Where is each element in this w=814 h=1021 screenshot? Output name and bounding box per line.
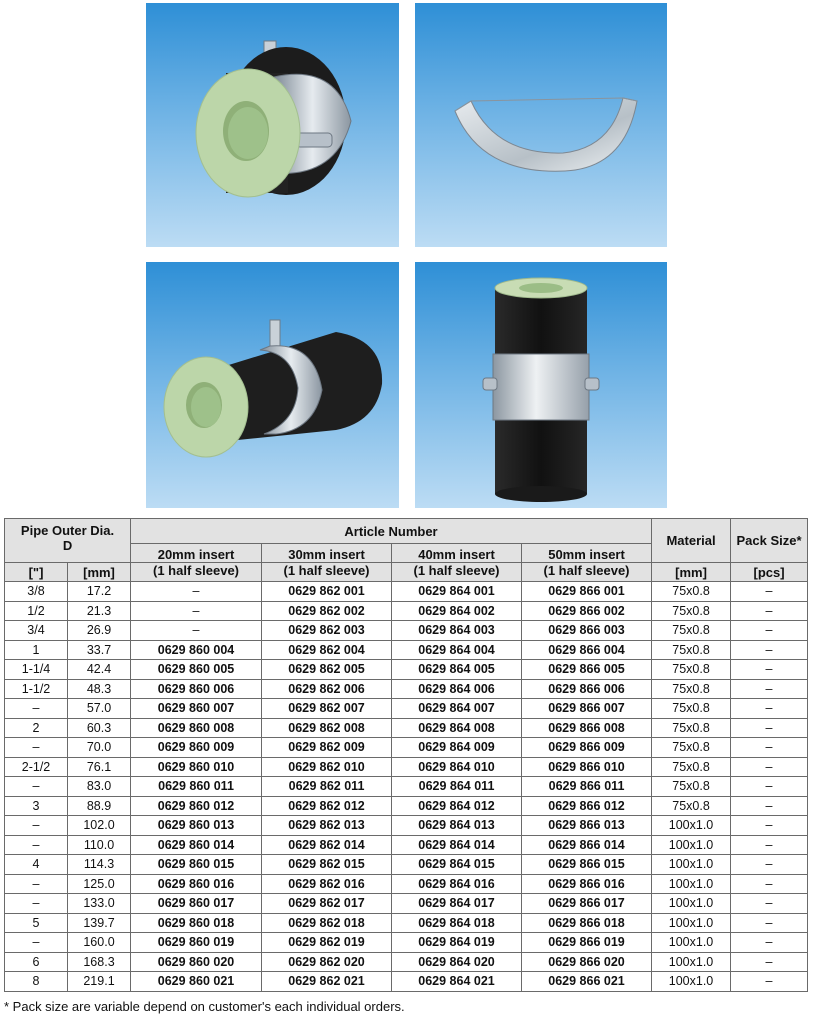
article-40mm-cell: 0629 864 020 [392, 952, 522, 972]
table-row [5, 933, 808, 953]
inch-cell: 5 [5, 913, 68, 933]
inch-cell: 1/2 [5, 601, 68, 621]
article-20mm-cell: – [131, 601, 262, 621]
inch-cell: – [5, 699, 68, 719]
article-20mm-cell: 0629 860 017 [131, 894, 262, 914]
article-20mm-cell: 0629 860 020 [131, 952, 262, 972]
pack-size-cell: – [731, 796, 808, 816]
article-50mm-cell: 0629 866 003 [522, 621, 652, 641]
mm-cell: 125.0 [68, 874, 131, 894]
mm-cell: 26.9 [68, 621, 131, 641]
article-50mm-cell: 0629 866 002 [522, 601, 652, 621]
article-50mm-cell: 0629 866 014 [522, 835, 652, 855]
article-50mm-cell: 0629 866 001 [522, 582, 652, 602]
article-30mm-cell: 0629 862 010 [262, 757, 392, 777]
pack-size-cell: – [731, 835, 808, 855]
table-row [5, 640, 808, 660]
article-20mm-cell: – [131, 582, 262, 602]
material-cell: 100x1.0 [652, 816, 731, 836]
mm-cell: 48.3 [68, 679, 131, 699]
article-20mm-cell: 0629 860 015 [131, 855, 262, 875]
article-30mm-cell: 0629 862 002 [262, 601, 392, 621]
pack-size-cell: – [731, 757, 808, 777]
specification-table [4, 518, 808, 992]
inch-cell: – [5, 738, 68, 758]
article-30mm-cell: 0629 862 019 [262, 933, 392, 953]
product-image-vertical-pipe [415, 262, 667, 508]
mm-cell: 42.4 [68, 660, 131, 680]
insert-30-header-line1: 30mm insert [262, 544, 392, 563]
material-cell: 100x1.0 [652, 913, 731, 933]
table-row [5, 679, 808, 699]
article-50mm-cell: 0629 866 004 [522, 640, 652, 660]
table-row [5, 816, 808, 836]
article-50mm-cell: 0629 866 007 [522, 699, 652, 719]
mm-cell: 168.3 [68, 952, 131, 972]
unit-inch-header: ["] [5, 563, 68, 582]
pack-size-cell: – [731, 621, 808, 641]
insert-30-header-line2: (1 half sleeve) [262, 563, 392, 582]
mm-cell: 102.0 [68, 816, 131, 836]
article-30mm-cell: 0629 862 009 [262, 738, 392, 758]
insert-40-header-line2: (1 half sleeve) [392, 563, 522, 582]
mm-cell: 219.1 [68, 972, 131, 992]
material-cell: 75x0.8 [652, 679, 731, 699]
article-30mm-cell: 0629 862 018 [262, 913, 392, 933]
inch-cell: 6 [5, 952, 68, 972]
insert-50-header-line2: (1 half sleeve) [522, 563, 652, 582]
inch-cell: 2 [5, 718, 68, 738]
article-30mm-cell: 0629 862 021 [262, 972, 392, 992]
article-20mm-cell: 0629 860 010 [131, 757, 262, 777]
pack-size-cell: – [731, 679, 808, 699]
inch-cell: 1-1/4 [5, 660, 68, 680]
article-30mm-cell: 0629 862 012 [262, 796, 392, 816]
vertical-pipe-illustration [415, 262, 667, 508]
pack-size-cell: – [731, 952, 808, 972]
article-40mm-cell: 0629 864 008 [392, 718, 522, 738]
insert-20-header-line2: (1 half sleeve) [131, 563, 262, 582]
pack-size-header: Pack Size* [731, 519, 808, 563]
table-row [5, 699, 808, 719]
article-40mm-cell: 0629 864 001 [392, 582, 522, 602]
article-40mm-cell: 0629 864 011 [392, 777, 522, 797]
horizontal-pipe-illustration [146, 262, 399, 508]
mm-cell: 114.3 [68, 855, 131, 875]
pack-size-cell: – [731, 972, 808, 992]
article-40mm-cell: 0629 864 002 [392, 601, 522, 621]
table-row [5, 621, 808, 641]
article-40mm-cell: 0629 864 010 [392, 757, 522, 777]
article-50mm-cell: 0629 866 016 [522, 874, 652, 894]
pack-size-cell: – [731, 660, 808, 680]
article-40mm-cell: 0629 864 013 [392, 816, 522, 836]
pack-size-cell: – [731, 718, 808, 738]
article-20mm-cell: 0629 860 009 [131, 738, 262, 758]
material-cell: 75x0.8 [652, 621, 731, 641]
article-50mm-cell: 0629 866 015 [522, 855, 652, 875]
pack-size-cell: – [731, 777, 808, 797]
article-40mm-cell: 0629 864 021 [392, 972, 522, 992]
article-50mm-cell: 0629 866 011 [522, 777, 652, 797]
article-30mm-cell: 0629 862 017 [262, 894, 392, 914]
article-40mm-cell: 0629 864 005 [392, 660, 522, 680]
article-40mm-cell: 0629 864 006 [392, 679, 522, 699]
pack-size-cell: – [731, 816, 808, 836]
article-30mm-cell: 0629 862 011 [262, 777, 392, 797]
pack-size-cell: – [731, 855, 808, 875]
table-row [5, 855, 808, 875]
table-row [5, 738, 808, 758]
article-40mm-cell: 0629 864 007 [392, 699, 522, 719]
inch-cell: 1 [5, 640, 68, 660]
article-30mm-cell: 0629 862 001 [262, 582, 392, 602]
article-40mm-cell: 0629 864 015 [392, 855, 522, 875]
product-image-horizontal-pipe [146, 262, 399, 508]
table-row [5, 835, 808, 855]
article-30mm-cell: 0629 862 008 [262, 718, 392, 738]
table-row [5, 718, 808, 738]
material-cell: 75x0.8 [652, 718, 731, 738]
mm-cell: 160.0 [68, 933, 131, 953]
table-row [5, 601, 808, 621]
article-50mm-cell: 0629 866 021 [522, 972, 652, 992]
inch-cell: 8 [5, 972, 68, 992]
table-row [5, 972, 808, 992]
mm-cell: 33.7 [68, 640, 131, 660]
inch-cell: 2-1/2 [5, 757, 68, 777]
inch-cell: 4 [5, 855, 68, 875]
inch-cell: – [5, 933, 68, 953]
inch-cell: 3 [5, 796, 68, 816]
article-50mm-cell: 0629 866 010 [522, 757, 652, 777]
article-50mm-cell: 0629 866 019 [522, 933, 652, 953]
article-30mm-cell: 0629 862 003 [262, 621, 392, 641]
insert-20-header-line1: 20mm insert [131, 544, 262, 563]
article-30mm-cell: 0629 862 004 [262, 640, 392, 660]
mm-cell: 57.0 [68, 699, 131, 719]
article-30mm-cell: 0629 862 015 [262, 855, 392, 875]
material-cell: 100x1.0 [652, 874, 731, 894]
material-cell: 100x1.0 [652, 894, 731, 914]
pipe-outer-dia-label: Pipe Outer Dia. [20, 523, 115, 538]
mm-cell: 83.0 [68, 777, 131, 797]
article-20mm-cell: 0629 860 006 [131, 679, 262, 699]
material-cell: 100x1.0 [652, 952, 731, 972]
material-cell: 100x1.0 [652, 835, 731, 855]
pack-size-cell: – [731, 738, 808, 758]
article-50mm-cell: 0629 866 018 [522, 913, 652, 933]
pack-size-cell: – [731, 913, 808, 933]
inch-cell: – [5, 874, 68, 894]
article-40mm-cell: 0629 864 017 [392, 894, 522, 914]
article-30mm-cell: 0629 862 014 [262, 835, 392, 855]
article-20mm-cell: – [131, 621, 262, 641]
material-cell: 75x0.8 [652, 640, 731, 660]
pack-size-cell: – [731, 601, 808, 621]
article-30mm-cell: 0629 862 006 [262, 679, 392, 699]
inch-cell: 3/8 [5, 582, 68, 602]
unit-pack-header: [pcs] [731, 563, 808, 582]
article-20mm-cell: 0629 860 008 [131, 718, 262, 738]
article-20mm-cell: 0629 860 011 [131, 777, 262, 797]
table-row [5, 874, 808, 894]
material-cell: 100x1.0 [652, 933, 731, 953]
pack-size-cell: – [731, 874, 808, 894]
mm-cell: 21.3 [68, 601, 131, 621]
article-50mm-cell: 0629 866 017 [522, 894, 652, 914]
pack-size-cell: – [731, 933, 808, 953]
article-number-header: Article Number [131, 519, 652, 544]
unit-mm-header: [mm] [68, 563, 131, 582]
material-cell: 75x0.8 [652, 757, 731, 777]
article-20mm-cell: 0629 860 004 [131, 640, 262, 660]
table-row [5, 952, 808, 972]
inch-cell: – [5, 816, 68, 836]
pack-size-footnote: * Pack size are variable depend on customer's each individual orders. [4, 999, 405, 1014]
material-cell: 100x1.0 [652, 972, 731, 992]
table-row [5, 582, 808, 602]
article-30mm-cell: 0629 862 007 [262, 699, 392, 719]
article-50mm-cell: 0629 866 005 [522, 660, 652, 680]
article-50mm-cell: 0629 866 009 [522, 738, 652, 758]
product-image-clamp-with-insert [146, 3, 399, 247]
article-20mm-cell: 0629 860 021 [131, 972, 262, 992]
mm-cell: 70.0 [68, 738, 131, 758]
article-20mm-cell: 0629 860 018 [131, 913, 262, 933]
article-50mm-cell: 0629 866 020 [522, 952, 652, 972]
pack-size-cell: – [731, 640, 808, 660]
table-row [5, 777, 808, 797]
material-header: Material [652, 519, 731, 563]
mm-cell: 88.9 [68, 796, 131, 816]
article-40mm-cell: 0629 864 009 [392, 738, 522, 758]
mm-cell: 60.3 [68, 718, 131, 738]
material-cell: 75x0.8 [652, 777, 731, 797]
article-50mm-cell: 0629 866 008 [522, 718, 652, 738]
mm-cell: 110.0 [68, 835, 131, 855]
inch-cell: – [5, 835, 68, 855]
insert-40-header-line1: 40mm insert [392, 544, 522, 563]
mm-cell: 76.1 [68, 757, 131, 777]
material-cell: 75x0.8 [652, 582, 731, 602]
insert-50-header-line1: 50mm insert [522, 544, 652, 563]
material-cell: 75x0.8 [652, 796, 731, 816]
article-40mm-cell: 0629 864 018 [392, 913, 522, 933]
half-sleeve-illustration [415, 3, 667, 247]
mm-cell: 139.7 [68, 913, 131, 933]
inch-cell: – [5, 777, 68, 797]
article-40mm-cell: 0629 864 012 [392, 796, 522, 816]
material-cell: 75x0.8 [652, 738, 731, 758]
article-20mm-cell: 0629 860 007 [131, 699, 262, 719]
inch-cell: 1-1/2 [5, 679, 68, 699]
material-cell: 75x0.8 [652, 601, 731, 621]
material-cell: 75x0.8 [652, 699, 731, 719]
table-row [5, 660, 808, 680]
material-cell: 100x1.0 [652, 855, 731, 875]
article-50mm-cell: 0629 866 013 [522, 816, 652, 836]
article-30mm-cell: 0629 862 016 [262, 874, 392, 894]
product-image-half-sleeve [415, 3, 667, 247]
article-40mm-cell: 0629 864 014 [392, 835, 522, 855]
pipe-outer-dia-header [5, 519, 131, 563]
mm-cell: 17.2 [68, 582, 131, 602]
article-40mm-cell: 0629 864 003 [392, 621, 522, 641]
table-row [5, 796, 808, 816]
material-cell: 75x0.8 [652, 660, 731, 680]
specification-table-body [5, 582, 808, 992]
article-20mm-cell: 0629 860 019 [131, 933, 262, 953]
inch-cell: 3/4 [5, 621, 68, 641]
article-40mm-cell: 0629 864 016 [392, 874, 522, 894]
article-40mm-cell: 0629 864 004 [392, 640, 522, 660]
pipe-d-label: D [62, 538, 73, 553]
pack-size-cell: – [731, 894, 808, 914]
table-row [5, 757, 808, 777]
unit-material-header: [mm] [652, 563, 731, 582]
pack-size-cell: – [731, 582, 808, 602]
article-30mm-cell: 0629 862 005 [262, 660, 392, 680]
article-20mm-cell: 0629 860 013 [131, 816, 262, 836]
article-20mm-cell: 0629 860 014 [131, 835, 262, 855]
article-40mm-cell: 0629 864 019 [392, 933, 522, 953]
article-20mm-cell: 0629 860 016 [131, 874, 262, 894]
article-20mm-cell: 0629 860 012 [131, 796, 262, 816]
mm-cell: 133.0 [68, 894, 131, 914]
table-row [5, 913, 808, 933]
article-30mm-cell: 0629 862 013 [262, 816, 392, 836]
article-30mm-cell: 0629 862 020 [262, 952, 392, 972]
table-row [5, 894, 808, 914]
article-50mm-cell: 0629 866 012 [522, 796, 652, 816]
clamp-with-insert-illustration [146, 3, 399, 247]
article-20mm-cell: 0629 860 005 [131, 660, 262, 680]
inch-cell: – [5, 894, 68, 914]
article-50mm-cell: 0629 866 006 [522, 679, 652, 699]
pack-size-cell: – [731, 699, 808, 719]
